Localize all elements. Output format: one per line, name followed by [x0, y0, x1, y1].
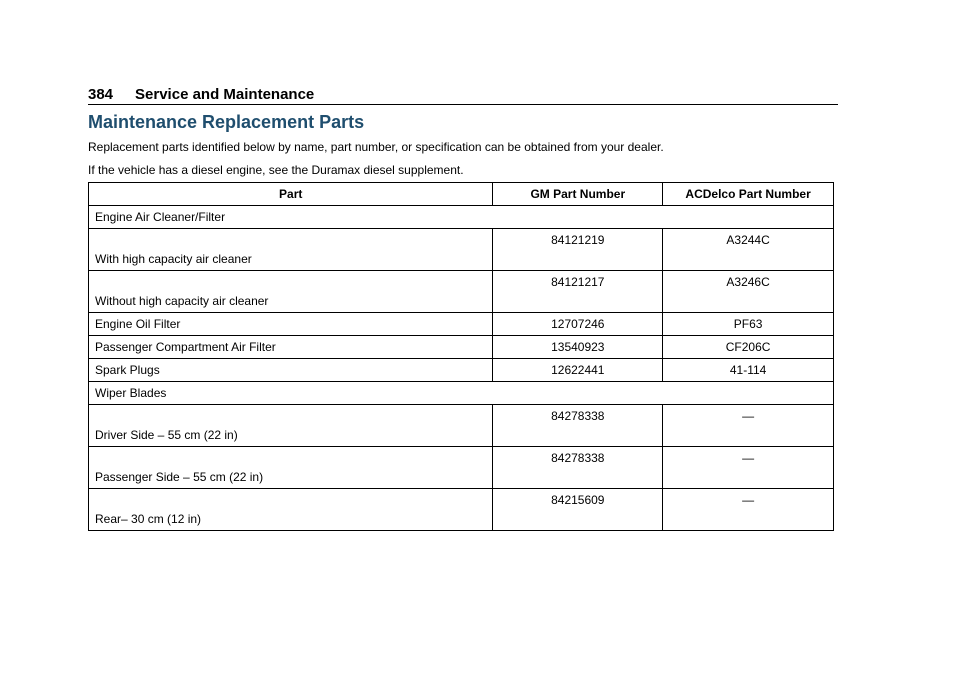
gm-part-number: 84278338: [493, 447, 663, 489]
table-row: [89, 447, 834, 489]
header-gm-part-number: GM Part Number: [493, 183, 663, 206]
part-name: Without high capacity air cleaner: [89, 271, 493, 313]
page-header: [88, 84, 838, 105]
page-number: 384: [88, 86, 114, 103]
part-name: Rear– 30 cm (12 in): [89, 489, 493, 531]
part-category: Wiper Blades: [89, 382, 834, 405]
gm-part-number: 84215609: [493, 489, 663, 531]
acdelco-part-number: CF206C: [663, 336, 834, 359]
table-row: [89, 382, 834, 405]
table-row: [89, 489, 834, 531]
gm-part-number: 84278338: [493, 405, 663, 447]
diesel-note: If the vehicle has a diesel engine, see the Duramax diesel supplement.: [88, 163, 464, 177]
acdelco-part-number: A3246C: [663, 271, 834, 313]
table-row: [89, 336, 834, 359]
acdelco-part-number: A3244C: [663, 229, 834, 271]
acdelco-part-number: —: [663, 447, 834, 489]
gm-part-number: 12622441: [493, 359, 663, 382]
part-name: Engine Oil Filter: [89, 313, 493, 336]
acdelco-part-number: PF63: [663, 313, 834, 336]
acdelco-part-number: —: [663, 405, 834, 447]
table-row: [89, 313, 834, 336]
table-row: [89, 206, 834, 229]
part-name: Passenger Side – 55 cm (22 in): [89, 447, 493, 489]
intro-paragraph: Replacement parts identified below by name, part number, or specification can be obtained from your dealer.: [88, 140, 664, 154]
part-name: Spark Plugs: [89, 359, 493, 382]
table-header-row: [89, 183, 834, 206]
part-name: With high capacity air cleaner: [89, 229, 493, 271]
parts-table: [88, 182, 834, 531]
table-row: [89, 405, 834, 447]
gm-part-number: 12707246: [493, 313, 663, 336]
table-row: [89, 359, 834, 382]
section-title: Service and Maintenance: [135, 86, 315, 103]
part-name: Driver Side – 55 cm (22 in): [89, 405, 493, 447]
gm-part-number: 13540923: [493, 336, 663, 359]
gm-part-number: 84121217: [493, 271, 663, 313]
page-title: Maintenance Replacement Parts: [88, 112, 365, 132]
part-category: Engine Air Cleaner/Filter: [89, 206, 834, 229]
acdelco-part-number: —: [663, 489, 834, 531]
table-row: [89, 271, 834, 313]
acdelco-part-number: 41-114: [663, 359, 834, 382]
part-name: Passenger Compartment Air Filter: [89, 336, 493, 359]
table-row: [89, 229, 834, 271]
gm-part-number: 84121219: [493, 229, 663, 271]
header-acdelco-part-number: ACDelco Part Number: [663, 183, 834, 206]
header-part: Part: [89, 183, 493, 206]
